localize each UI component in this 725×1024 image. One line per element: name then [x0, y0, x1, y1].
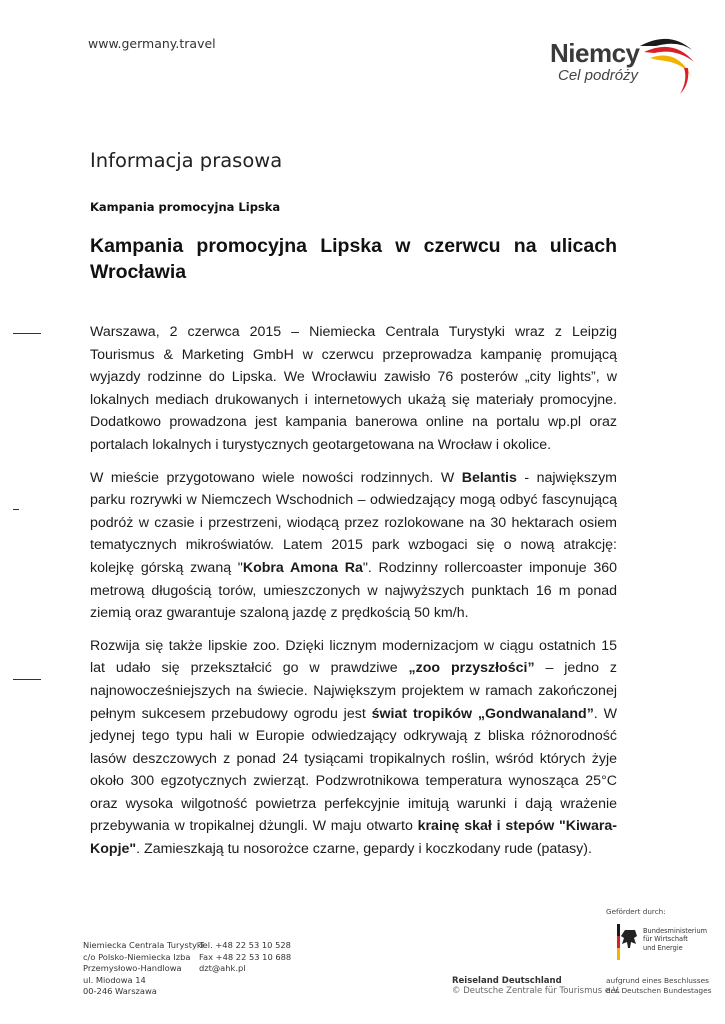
- fold-mark: [13, 333, 41, 334]
- footer-address: Niemiecka Centrala Turystyki c/o Polsko-Niemiecka Izba Przemysłowo-Handlowa ul. Miodowa 14 00-246 Warszawa: [83, 940, 204, 997]
- article-body: [90, 321, 617, 871]
- bold-phrase: świat tropików „Gondwanaland”: [371, 705, 594, 722]
- paragraph: W mieście przygotowano wiele nowości rodzinnych. W Belantis - największym parku rozrywki w Niemczech Wschodnich – odwiedzający mogą odbyć fascynującą podróż w czasie i przestrzeni, wiodącą przez rozlokowane na 30 hektarach osiem tematycznych mikroświatów. Latem 2015 park wzbogaci się o nową atrakcję: kolejkę górską zwaną "Kobra Amona Ra". Rodzinny rollercoaster imponuje 360 metrową długością torów, umieszczonych w najwyższych punktach 16 m ponad ziemią oraz gwarantuje szaloną jazdę z prędkością 50 km/h.: [90, 469, 618, 622]
- kicker: Kampania promocyjna Lipska: [90, 200, 281, 214]
- logo-subtitle: Cel podróży: [558, 67, 639, 84]
- logo-title: Niemcy: [550, 38, 640, 68]
- footer-contact: Tel. +48 22 53 10 528 Fax +48 22 53 10 688 dzt@ahk.pl: [199, 940, 292, 974]
- punch-mark: [13, 509, 19, 510]
- website-url: www.germany.travel: [88, 36, 216, 51]
- bold-phrase: Belantis: [461, 469, 517, 486]
- funding-label: Gefördert durch:: [606, 907, 666, 916]
- bold-phrase: krainę skał i stepów "Kiwara-Kopje": [90, 818, 617, 858]
- fold-mark: [13, 679, 41, 680]
- document-type: Informacja prasowa: [90, 149, 283, 172]
- bold-phrase: Kobra Amona Ra: [242, 559, 363, 576]
- resolution-note: aufgrund eines Beschlusses des Deutschen Bundestages: [606, 976, 712, 995]
- logo-swoosh-icon: [630, 28, 700, 98]
- headline: Kampania promocyjna Lipska w czerwcu na ulicach Wrocławia: [90, 235, 617, 283]
- paragraph: Warszawa, 2 czerwca 2015 – Niemiecka Centrala Turystyki wraz z Leipzig Tourismus & Marketing GmbH w czerwcu przeprowadza kampanię promującą wyjazdy rodzinne do Lipska. We Wrocławiu zawisło 76 posterów „city lights”, w lokalnych mediach drukowanych i internetowych ukażą się materiały promocyjne. Dodatkowo prowadzona jest kampania banerowa online na portalu wp.pl oraz portalach lokalnych i turystycznych geotargetowana na Wrocław i okolice.: [90, 324, 617, 453]
- footer-brand: Reiseland Deutschland © Deutsche Zentrale für Tourismus e.V.: [452, 976, 621, 996]
- bold-phrase: „zoo przyszłości”: [408, 660, 535, 677]
- eagle-icon: [617, 924, 639, 960]
- paragraph: Rozwija się także lipskie zoo. Dzięki licznym modernizacjom w ciągu ostatnich 15 lat udało się przekształcić go w prawdziwe „zoo przyszłości” – jedno z najnowocześniejszych na świecie. Największym projektem w ramach zakończonej pełnym sukcesem przebudowy ogrodu jest świat tropików „Gondwanaland”. W jedynej tego typu hali w Europie odwiedzający odkrywają z bliska różnorodność lasów deszczowych z ponad 24 tysiącami tropikalnych roślin, wśród których żyje około 300 egzotycznych zwierząt. Podzwrotnikowa temperatura wynosząca 25°C oraz wysoka wilgotność powietrza perfekcyjnie imitują warunki i dają wrażenie przebywania w tropikalnej dżungli. W maju otwarto krainę skał i stepów "Kiwara-Kopje". Zamieszkają tu nosorożce czarne, gepardy i koczkodany rude (patasy).: [90, 637, 617, 858]
- niemcy-logo: [540, 28, 700, 98]
